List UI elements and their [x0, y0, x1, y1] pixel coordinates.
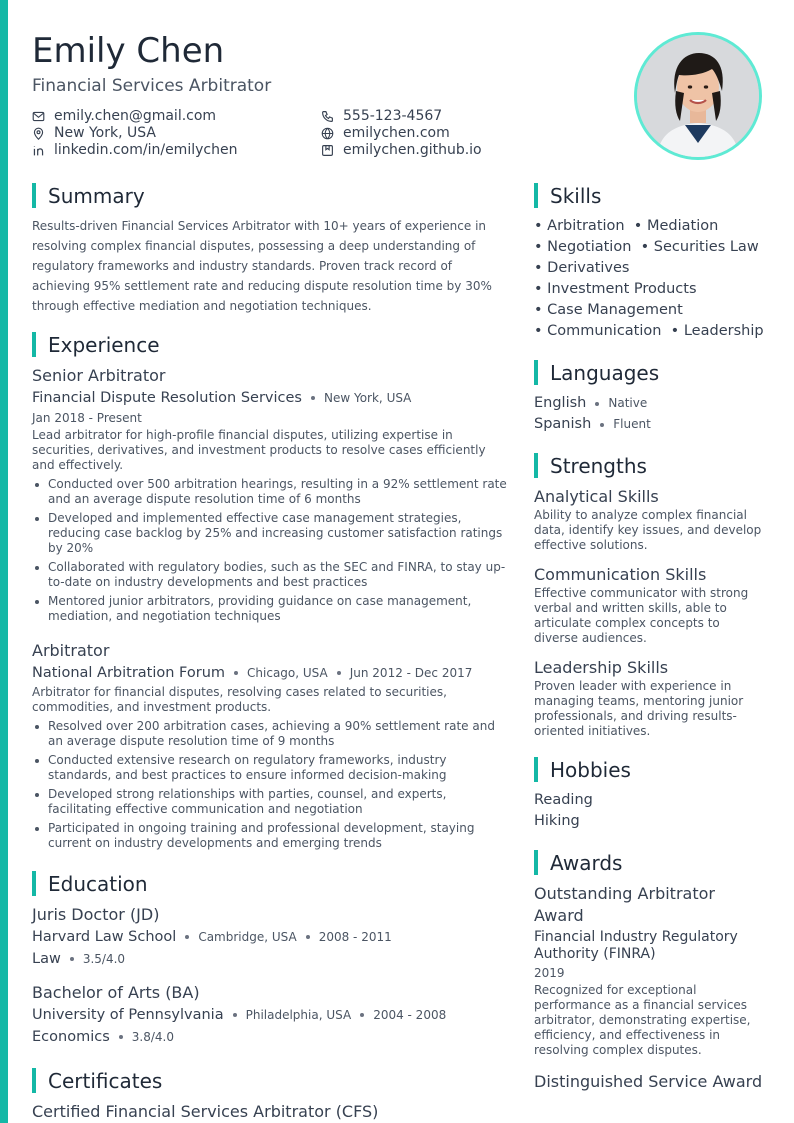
location-pin-icon: [32, 127, 45, 140]
contact-phone[interactable]: [321, 108, 571, 125]
skill-row: • Negotiation • Securities Law: [534, 239, 759, 255]
job-company: National Arbitration Forum: [32, 665, 226, 681]
awards-title: Awards: [550, 850, 623, 875]
strength-desc: Effective communicator with strong verbal and written skills, able to articulate complex concepts to diverse audiences.: [534, 586, 749, 645]
strength-desc: Proven leader with experience in managing teams, mentoring junior professionals, and driving results-oriented initiatives.: [534, 679, 744, 738]
heading-accent: [32, 332, 36, 357]
education-entry: [32, 982, 510, 1048]
certificates-section: [32, 1068, 510, 1123]
job-achievements: [32, 719, 510, 851]
job-description: Arbitrator for financial disputes, resolving cases related to securities, commodities, and investment products.: [32, 685, 447, 714]
school-location: Cambridge, USA: [198, 930, 297, 944]
contact-grid: [32, 108, 592, 159]
language-item: [534, 393, 764, 414]
award-title: Distinguished Service Award: [534, 1072, 763, 1091]
degree: Bachelor of Arts (BA): [32, 983, 200, 1002]
contact-website[interactable]: [321, 125, 571, 142]
experience-section: [32, 332, 510, 851]
degree: Juris Doctor (JD): [32, 905, 160, 924]
summary-title: Summary: [48, 183, 145, 208]
job-location: New York, USA: [323, 391, 412, 405]
separator-dot: [234, 671, 238, 675]
skill: Communication: [547, 323, 662, 339]
contact-email[interactable]: [32, 108, 321, 125]
hobbies-section: [534, 757, 764, 832]
education-entry: [32, 904, 510, 970]
job-description: Lead arbitrator for high-profile financial disputes, utilizing expertise in securities, derivatives, and investment products to resolve cases efficiently and effectively.: [32, 428, 486, 472]
separator-dot: [119, 1035, 123, 1039]
website-text: emilychen.com: [343, 125, 450, 141]
list-item: Collaborated with regulatory bodies, such as the SEC and FINRA, to stay up-to-date on industry developments and best practices: [32, 560, 510, 590]
strength-desc: Ability to analyze complex financial data, identify key issues, and develop effective solutions.: [534, 508, 762, 552]
language-name: Spanish: [534, 416, 592, 432]
strengths-title: Strengths: [550, 453, 647, 478]
strengths-section: [534, 453, 764, 739]
field-meta: [32, 1026, 510, 1048]
job-title: Arbitrator: [32, 641, 110, 660]
job-achievements: [32, 477, 510, 624]
strength-title: Leadership Skills: [534, 658, 669, 677]
candidate-name: Emily Chen: [32, 31, 225, 71]
skill: Arbitration: [547, 218, 625, 234]
skill-row: • Arbitration • Mediation: [534, 218, 719, 234]
main-column: [32, 183, 510, 1123]
school-location: Philadelphia, USA: [245, 1008, 352, 1022]
resume-header: [32, 30, 592, 159]
education-title: Education: [48, 871, 148, 896]
heading-accent: [32, 183, 36, 208]
sidebar-column: [534, 183, 764, 1093]
heading-accent: [534, 360, 538, 385]
linkedin-text: linkedin.com/in/emilychen: [54, 142, 238, 158]
separator-dot: [595, 402, 599, 406]
summary-text: Results-driven Financial Services Arbitrator with 10+ years of experience in resolving complex financial disputes, possessing a deep understanding of regulatory frameworks and industry standards. Proven track record of achieving 95% settlement rate and reducing dispute resolution time by 30% through effective mediation and negotiation techniques.: [32, 219, 492, 313]
skill: Case Management: [547, 302, 683, 318]
section-heading: [534, 360, 764, 385]
separator-dot: [306, 935, 310, 939]
skill-row: • Derivatives: [534, 260, 630, 276]
skills-title: Skills: [550, 183, 602, 208]
mail-icon: [32, 110, 45, 123]
summary-section: [32, 183, 510, 316]
globe-icon: [321, 127, 334, 140]
section-heading: [32, 332, 510, 357]
heading-accent: [534, 850, 538, 875]
list-item: Resolved over 200 arbitration cases, achieving a 90% settlement rate and an average dispute resolution time of 9 months: [32, 719, 510, 749]
skills-list: [534, 216, 764, 342]
hobby-item: Hiking: [534, 813, 580, 829]
skill: Derivatives: [547, 260, 630, 276]
languages-section: [534, 360, 764, 435]
accent-bar: [0, 0, 8, 1123]
award-item: [534, 1071, 764, 1093]
languages-title: Languages: [550, 360, 660, 385]
skill-row: • Communication • Leadership: [534, 323, 764, 339]
strength-item: [534, 564, 764, 646]
section-heading: [32, 1068, 510, 1093]
separator-dot: [600, 423, 604, 427]
language-item: [534, 414, 764, 435]
email-text: emily.chen@gmail.com: [54, 108, 217, 124]
separator-dot: [337, 671, 341, 675]
award-org: Financial Industry Regulatory Authority (FINRA): [534, 929, 738, 962]
award-year: 2019: [534, 966, 565, 980]
strength-title: Analytical Skills: [534, 487, 659, 506]
section-heading: [32, 871, 510, 896]
heading-accent: [534, 757, 538, 782]
hobbies-title: Hobbies: [550, 757, 631, 782]
skill: Securities Law: [653, 239, 759, 255]
award-desc: Recognized for exceptional performance as a financial services arbitrator, demonstrating expertise, efficiency, and effectiveness in resolving complex disputes.: [534, 983, 751, 1057]
job-dates: Jan 2018 - Present: [32, 411, 142, 425]
certificates-title: Certificates: [48, 1068, 163, 1093]
list-item: Conducted extensive research on regulatory frameworks, industry standards, and best practices to ensure informed decision-making: [32, 753, 510, 783]
hobby-item: Reading: [534, 792, 593, 808]
contact-linkedin[interactable]: [32, 142, 321, 159]
strength-title: Communication Skills: [534, 565, 707, 584]
language-level: Fluent: [613, 417, 651, 431]
gpa: 3.5/4.0: [82, 952, 126, 966]
language-level: Native: [608, 396, 648, 410]
heading-accent: [534, 453, 538, 478]
contact-github[interactable]: [321, 142, 571, 159]
school-meta: [32, 1004, 510, 1026]
skill: Leadership: [683, 323, 764, 339]
separator-dot: [233, 1013, 237, 1017]
certificate-item: Certified Financial Services Arbitrator (CFS): [32, 1102, 379, 1121]
strength-item: [534, 657, 764, 739]
skill-row: • Investment Products: [534, 281, 697, 297]
section-heading: [534, 757, 764, 782]
github-text: emilychen.github.io: [343, 142, 482, 158]
section-heading: [32, 183, 510, 208]
heading-accent: [534, 183, 538, 208]
school-name: University of Pennsylvania: [32, 1007, 224, 1023]
job-entry: [32, 365, 510, 624]
skill: Investment Products: [547, 281, 697, 297]
education-section: [32, 871, 510, 1048]
field-meta: [32, 948, 510, 970]
list-item: Developed strong relationships with parties, counsel, and experts, facilitating effective communication and negotiation: [32, 787, 510, 817]
linkedin-icon: [32, 144, 45, 157]
separator-dot: [185, 935, 189, 939]
bookmark-icon: [321, 144, 334, 157]
school-dates: 2004 - 2008: [373, 1008, 447, 1022]
skill: Negotiation: [547, 239, 632, 255]
separator-dot: [311, 396, 315, 400]
skill-row: • Case Management: [534, 302, 683, 318]
phone-icon: [321, 110, 334, 123]
section-heading: [534, 850, 764, 875]
skill: Mediation: [646, 218, 719, 234]
strength-item: [534, 486, 764, 553]
job-meta: [32, 662, 510, 684]
job-dates: Jun 2012 - Dec 2017: [349, 666, 473, 680]
skills-section: [534, 183, 764, 342]
location-text: New York, USA: [54, 125, 156, 141]
candidate-role: Financial Services Arbitrator: [32, 76, 272, 96]
job-location: Chicago, USA: [247, 666, 328, 680]
profile-photo: [634, 32, 762, 160]
field-of-study: Law: [32, 951, 61, 967]
school-name: Harvard Law School: [32, 929, 177, 945]
phone-text: 555-123-4567: [343, 108, 443, 124]
list-item: Conducted over 500 arbitration hearings, resulting in a 92% settlement rate and an average dispute resolution time of 6 months: [32, 477, 510, 507]
awards-section: [534, 850, 764, 1093]
gpa: 3.8/4.0: [131, 1030, 174, 1044]
school-dates: 2008 - 2011: [318, 930, 392, 944]
separator-dot: [360, 1013, 364, 1017]
job-entry: [32, 640, 510, 851]
list-item: Participated in ongoing training and professional development, staying current on industry developments and emerging trends: [32, 821, 510, 851]
section-heading: [534, 183, 764, 208]
experience-title: Experience: [48, 332, 160, 357]
section-heading: [534, 453, 764, 478]
job-meta: [32, 387, 510, 409]
list-item: Developed and implemented effective case management strategies, reducing case backlog by 25% and increasing customer satisfaction ratings by 20%: [32, 511, 510, 556]
separator-dot: [70, 957, 74, 961]
field-of-study: Economics: [32, 1029, 110, 1045]
list-item: Mentored junior arbitrators, providing guidance on case management, mediation, and negotiation techniques: [32, 594, 510, 624]
job-title: Senior Arbitrator: [32, 366, 166, 385]
award-title: Outstanding Arbitrator Award: [534, 884, 715, 925]
contact-location: [32, 125, 321, 142]
heading-accent: [32, 1068, 36, 1093]
portrait-illustration: [637, 35, 759, 157]
language-name: English: [534, 395, 587, 411]
award-item: [534, 883, 764, 1058]
heading-accent: [32, 871, 36, 896]
job-company: Financial Dispute Resolution Services: [32, 390, 302, 406]
school-meta: [32, 926, 510, 948]
